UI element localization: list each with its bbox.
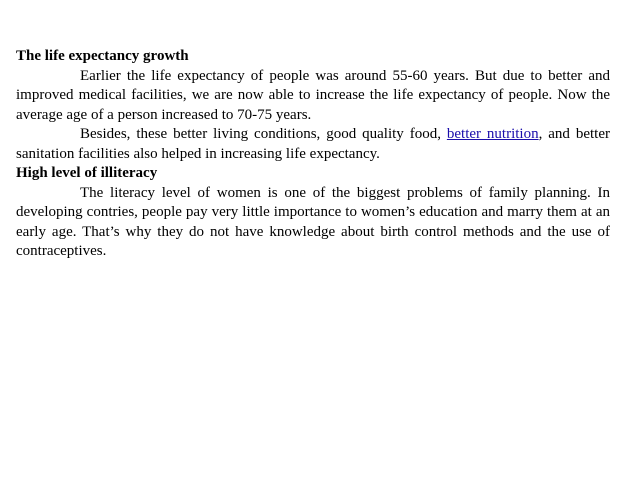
paragraph-illiteracy: The literacy level of women is one of the biggest problems of family planning. In developing contries, people pay very little importance to women’s education and marry them at an early age. That’s why they do not have knowledge about birth control methods and the use of contraceptives. [16, 184, 610, 259]
paragraph-life-expectancy-intro: Earlier the life expectancy of people was around 55-60 years. But due to better and improved medical facilities, we are now able to increase the life expectancy of people. Now the average age of a person increased to 70-75 years. [16, 67, 610, 123]
better-nutrition-link[interactable]: better nutrition [446, 126, 539, 142]
section-heading-life-expectancy: The life expectancy growth [16, 48, 189, 64]
paragraph-text-before-link: Besides, these better living conditions, good quality food, [80, 126, 447, 142]
document-page [16, 47, 610, 262]
paragraph-text-after-link: , and better sanitation facilities also helped in increasing life expectancy. [16, 126, 610, 162]
paragraph-living-conditions [16, 125, 610, 164]
section-heading-illiteracy: High level of illiteracy [16, 165, 158, 181]
